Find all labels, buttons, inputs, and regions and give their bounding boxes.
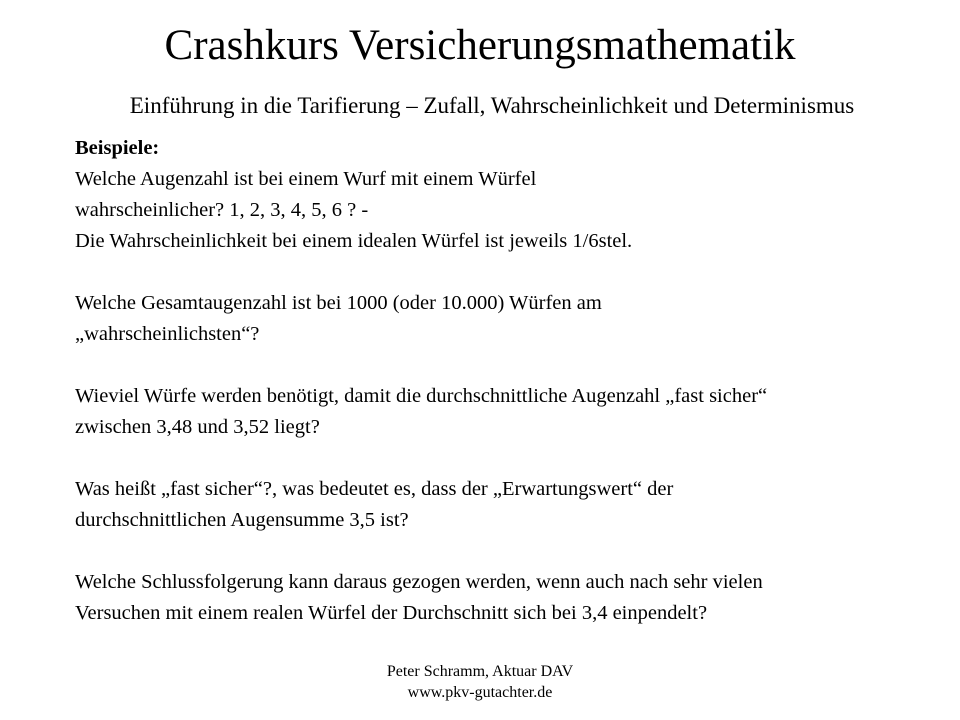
body-line: wahrscheinlicher? 1, 2, 3, 4, 5, 6 ? - [75, 199, 369, 221]
paragraph-gap [75, 350, 935, 381]
paragraph-gap [75, 257, 935, 288]
slide-body [75, 133, 935, 629]
body-line: durchschnittlichen Augensumme 3,5 ist? [75, 509, 409, 531]
body-line: Welche Gesamtaugenzahl ist bei 1000 (oder 10.000) Würfen am [75, 292, 602, 314]
footer-website: www.pkv-gutachter.de [407, 684, 553, 701]
body-line: Welche Augenzahl ist bei einem Wurf mit einem Würfel [75, 168, 537, 190]
footer-author: Peter Schramm, Aktuar DAV [386, 663, 574, 680]
paragraph-gap [75, 443, 935, 474]
body-line: Versuchen mit einem realen Würfel der Durchschnitt sich bei 3,4 einpendelt? [75, 602, 708, 624]
body-line: zwischen 3,48 und 3,52 liegt? [75, 416, 320, 438]
paragraph-gap [75, 536, 935, 567]
body-line: Was heißt „fast sicher“?, was bedeutet es, dass der „Erwartungswert“ der [75, 478, 674, 500]
examples-heading: Beispiele: [75, 137, 160, 159]
body-line: Wieviel Würfe werden benötigt, damit die durchschnittliche Augenzahl „fast sicher“ [75, 385, 768, 407]
slide-subtitle: Einführung in die Tarifierung – Zufall, Wahrscheinlichkeit und Determinismus [129, 93, 855, 118]
body-line: „wahrscheinlichsten“? [75, 323, 260, 345]
slide-title: Crashkurs Versicherungsmathematik [164, 22, 796, 69]
body-line: Welche Schlussfolgerung kann daraus gezogen werden, wenn auch nach sehr vielen [75, 571, 763, 593]
body-line: Die Wahrscheinlichkeit bei einem idealen Würfel ist jeweils 1/6stel. [75, 230, 633, 252]
